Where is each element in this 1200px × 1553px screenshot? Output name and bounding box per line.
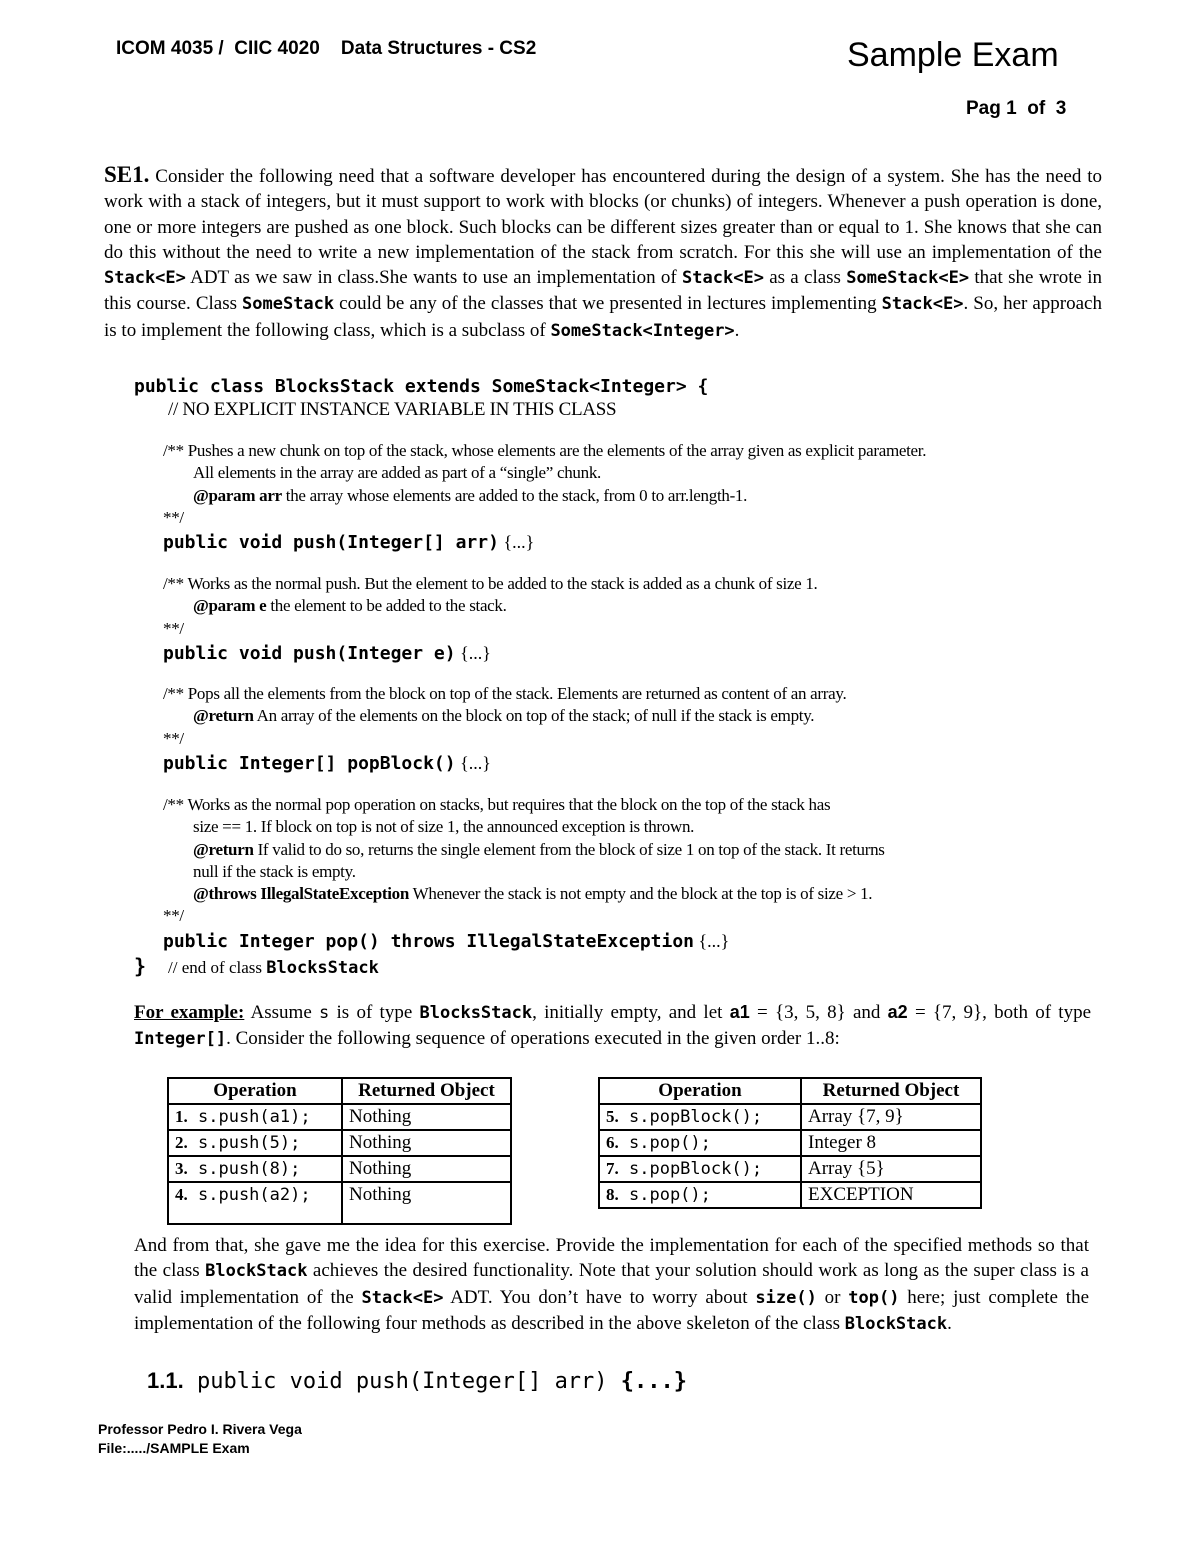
close-class: BlocksStack (266, 958, 379, 978)
intro-text: as a class (763, 267, 847, 289)
table-row (599, 1182, 981, 1208)
table-row (599, 1130, 981, 1156)
table-header: Returned Object (801, 1078, 981, 1104)
example-text: = {3, 5, 8} and (749, 1002, 888, 1023)
doc-line: If valid to do so, returns the single element from the block of size 1 on top of the stack. It returns (253, 839, 885, 859)
doc-tag: @return (193, 839, 254, 859)
code-inline: SomeStack<E> (846, 268, 970, 289)
table-row (168, 1156, 511, 1182)
op-num: 5. (606, 1107, 619, 1126)
op-num: 3. (175, 1159, 188, 1178)
table-row (168, 1182, 511, 1224)
example-paragraph (134, 1000, 1091, 1053)
code-inline: top() (848, 1287, 900, 1308)
ret-cell: Nothing (342, 1182, 511, 1224)
method1-signature (163, 530, 534, 555)
op-code: s.push(a1); (198, 1107, 311, 1127)
var-a1: a1 (729, 1002, 750, 1022)
op-code: s.push(8); (198, 1159, 301, 1179)
op-num: 4. (175, 1185, 188, 1204)
code-inline: SomeStack (242, 294, 335, 315)
op-code: s.pop(); (629, 1185, 711, 1205)
doc-line: null if the stack is empty. (193, 861, 356, 881)
problem-label: SE1. (104, 162, 150, 187)
op-cell (599, 1182, 801, 1208)
intro-text: that she wrote in this course. Class (104, 267, 1103, 315)
method-sig: public void push(Integer[] arr) (163, 532, 499, 553)
footer-professor: Professor Pedro I. Rivera Vega (98, 1421, 302, 1437)
method-body: {...} (455, 643, 491, 663)
code-inline: Integer[] (134, 1029, 227, 1050)
example-text: is of type (329, 1002, 420, 1023)
doc-tag: @throws IllegalStateException (193, 884, 409, 904)
table-header: Operation (599, 1078, 801, 1104)
intro-text: . (734, 319, 740, 341)
doc-title: Sample Exam (847, 36, 1059, 74)
ret-cell: Integer 8 (801, 1130, 981, 1156)
closing-text: here; just complete the implementation of the following four methods as described in the above skeleton of the class (134, 1286, 1090, 1334)
code-inline: SomeStack<Integer> (550, 320, 735, 341)
table-header-row (168, 1078, 511, 1104)
method-body: {...} (694, 931, 730, 951)
code-inline: BlocksStack (419, 1003, 533, 1023)
table-row (599, 1156, 981, 1182)
question-signature: public void push(Integer[] arr) (183, 1369, 621, 1394)
doc-line: size == 1. If block on top is not of size 1, the announced exception is thrown. (193, 817, 695, 837)
doc-line: Whenever the stack is not empty and the block at the top is of size > 1. (409, 884, 873, 904)
code-inline: Stack<E> (104, 268, 186, 289)
doc-line: /** Pushes a new chunk on top of the stack, whose elements are the elements of the array given as explicit parameter. (163, 441, 927, 460)
ret-cell: Array {7, 9} (801, 1104, 981, 1130)
op-num: 1. (175, 1107, 188, 1126)
doc-line: the array whose elements are added to the stack, from 0 to arr.length-1. (281, 485, 748, 505)
operations-table-right (598, 1077, 982, 1209)
ret-cell: Array {5} (801, 1156, 981, 1182)
close-brace: } (134, 954, 147, 978)
closing-text: ADT. You don’t have to worry about (443, 1286, 756, 1308)
code-inline: s (319, 1003, 330, 1023)
class-close (134, 954, 379, 981)
doc-line: the element to be added to the stack. (266, 596, 507, 616)
op-code: s.push(a2); (198, 1185, 311, 1205)
ret-cell: Nothing (342, 1156, 511, 1182)
op-cell (168, 1130, 342, 1156)
doc-tag: @param e (193, 596, 267, 616)
code-inline: Stack<E> (682, 268, 764, 289)
ret-cell: EXCEPTION (801, 1182, 981, 1208)
op-code: s.pop(); (629, 1133, 711, 1153)
question-number: 1.1. (147, 1368, 184, 1393)
table-header: Operation (168, 1078, 342, 1104)
closing-text: achieves the desired functionality. Note that your solution should work as long as the super class is a valid implementation of the (134, 1260, 1089, 1308)
question-body: {...} (620, 1369, 688, 1394)
method1-doc (163, 440, 926, 529)
footer-file: File:...../SAMPLE Exam (98, 1440, 250, 1456)
doc-line: All elements in the array are added as part of a “single” chunk. (193, 463, 601, 483)
method-sig: public Integer[] popBlock() (163, 753, 456, 774)
doc-line: /** Pops all the elements from the block on top of the stack. Elements are returned as content of an array. (163, 684, 847, 703)
intro-text: . So, her approach is to implement the following class, which is a subclass of (104, 293, 1102, 341)
op-num: 8. (606, 1185, 619, 1204)
table-row (168, 1130, 511, 1156)
page-number: Pag 1 of 3 (966, 98, 1067, 119)
op-cell (168, 1182, 342, 1224)
method-sig: public void push(Integer e) (163, 643, 456, 664)
closing-paragraph (134, 1233, 1089, 1337)
doc-line: /** Works as the normal pop operation on stacks, but requires that the block on the top of the stack has (163, 795, 831, 814)
method4-doc (163, 794, 885, 928)
op-code: s.popBlock(); (629, 1159, 763, 1179)
operations-table-left (167, 1077, 512, 1225)
method-sig: public Integer pop() throws IllegalStateException (163, 931, 695, 952)
intro-text: Consider the following need that a software developer has encountered during the design of a system. She has the need to work with a stack of integers, but it must support to work with blocks (or chunks) of integers. Whenever a push operation is done, one or more integers are pushed as one block. Such blocks can be different sizes greater than or equal to 1. She knows that she can do this without the need to write a new implementation of the stack from scratch. For this she will use an implementation of the (104, 166, 1102, 263)
doc-line: **/ (163, 618, 184, 638)
ret-cell: Nothing (342, 1104, 511, 1130)
closing-text: And from that, she gave me the idea for this exercise. Provide the implementation for each of the specified methods so that the class (134, 1235, 1089, 1282)
method3-doc (163, 683, 846, 750)
example-text: . Consider the following sequence of operations executed in the given order 1..8: (226, 1028, 840, 1050)
problem-intro (104, 162, 1102, 344)
op-cell (599, 1104, 801, 1130)
example-text: , initially empty, and let (532, 1002, 730, 1023)
close-comment: // end of class (168, 958, 267, 977)
op-code: s.push(5); (198, 1133, 301, 1153)
table-header-row (599, 1078, 981, 1104)
class-declaration: public class BlocksStack extends SomeStack<Integer> { (134, 376, 709, 397)
closing-text: or (816, 1286, 849, 1308)
method2-doc (163, 573, 817, 640)
code-inline: Stack<E> (881, 294, 964, 315)
doc-line: **/ (163, 728, 184, 748)
method4-signature (163, 929, 729, 954)
doc-line: **/ (163, 507, 184, 527)
method-body: {...} (455, 753, 491, 773)
doc-tag: @return (193, 706, 254, 726)
method2-signature (163, 641, 491, 666)
doc-tag: @param arr (193, 485, 282, 505)
op-code: s.popBlock(); (629, 1107, 763, 1127)
op-num: 6. (606, 1133, 619, 1152)
op-num: 2. (175, 1133, 188, 1152)
op-cell (168, 1104, 342, 1130)
question-1-1 (147, 1368, 687, 1394)
method-body: {...} (498, 532, 535, 552)
code-inline: BlockStack (205, 1261, 308, 1282)
table-row (168, 1104, 511, 1130)
doc-line: /** Works as the normal push. But the element to be added to the stack is added as a chunk of size 1. (163, 574, 818, 593)
table-header: Returned Object (342, 1078, 511, 1104)
ret-cell: Nothing (342, 1130, 511, 1156)
method3-signature (163, 751, 491, 776)
var-a2: a2 (887, 1002, 908, 1022)
example-text: = {7, 9}, both of type (907, 1002, 1091, 1023)
op-num: 7. (606, 1159, 619, 1178)
code-inline: size() (755, 1287, 817, 1308)
closing-text: . (947, 1312, 952, 1334)
code-inline: BlockStack (844, 1313, 948, 1334)
doc-line: **/ (163, 906, 184, 926)
example-text: Assume (244, 1002, 320, 1023)
op-cell (599, 1130, 801, 1156)
code-inline: Stack<E> (361, 1287, 444, 1308)
example-label: For example: (134, 1002, 245, 1023)
intro-text: could be any of the classes that we presented in lectures implementing (334, 293, 882, 315)
no-vars-comment: // NO EXPLICIT INSTANCE VARIABLE IN THIS CLASS (168, 399, 617, 420)
intro-text: ADT as we saw in class.She wants to use an implementation of (185, 267, 683, 289)
table-row (599, 1104, 981, 1130)
op-cell (168, 1156, 342, 1182)
course-header: ICOM 4035 / CIIC 4020 Data Structures - CS2 (116, 38, 537, 59)
op-cell (599, 1156, 801, 1182)
doc-line: An array of the elements on the block on top of the stack; of null if the stack is empty. (253, 706, 815, 726)
